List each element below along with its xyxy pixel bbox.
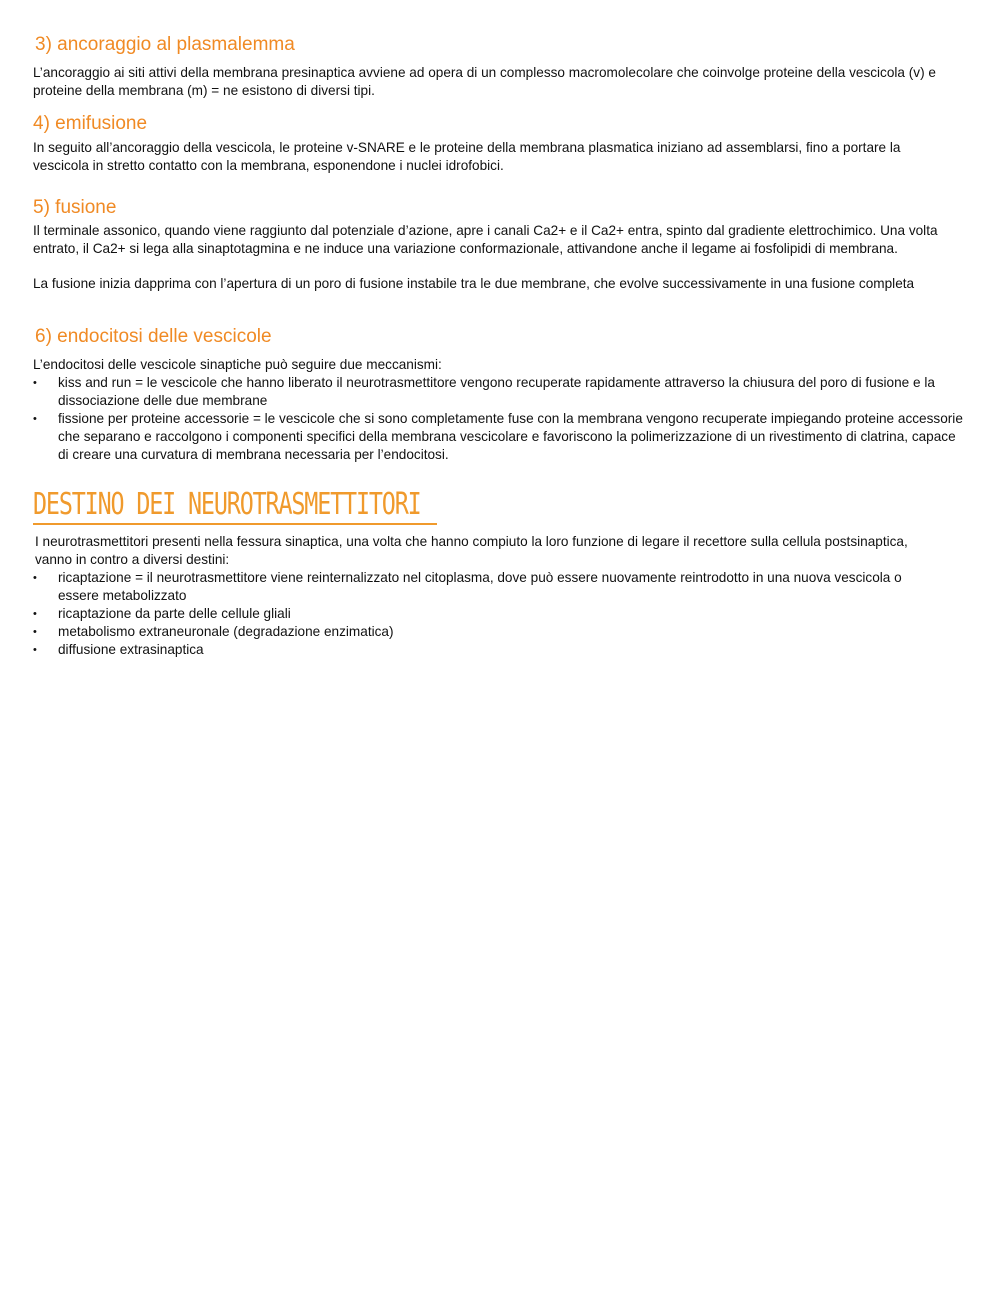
- bullet-icon: •: [33, 572, 37, 584]
- list-item: [33, 623, 933, 641]
- list-item: [33, 410, 968, 464]
- paragraph-endocitosi-intro: L’endocitosi delle vescicole sinaptiche può seguire due meccanismi:: [33, 357, 442, 372]
- paragraph-emifusione: In seguito all’ancoraggio della vescicola, le proteine v-SNARE e le proteine della membrana plasmatica iniziano ad assemblarsi, fino a portare la vescicola in stretto contatto con la membrana, esponendone i nuclei idrofobici.: [33, 140, 901, 173]
- destino-bullet-list: [33, 569, 933, 659]
- list-item-text: diffusione extrasinaptica: [58, 642, 204, 657]
- bullet-icon: •: [33, 626, 37, 638]
- page-title-destino: DESTINO DEI NEUROTRASMETTITORI: [33, 487, 421, 522]
- list-item: [33, 374, 968, 410]
- section-heading-endocitosi: 6) endocitosi delle vescicole: [35, 326, 272, 347]
- paragraph-fusione-1: Il terminale assonico, quando viene raggiunto dal potenziale d’azione, apre i canali Ca2+ e il Ca2+ entra, spinto dal gradiente elettrochimico. Una volta entrato, il Ca2+ si lega alla sinaptotagmina e ne induce una variazione conformazionale, attivandone anche il legame ai fosfolipidi di membrana.: [33, 223, 938, 256]
- list-item: [33, 569, 933, 605]
- bullet-icon: •: [33, 608, 37, 620]
- section-heading-fusione: 5) fusione: [33, 197, 117, 218]
- list-item-text: ricaptazione da parte delle cellule gliali: [58, 606, 291, 621]
- bullet-icon: •: [33, 377, 37, 389]
- paragraph-destino-intro: I neurotrasmettitori presenti nella fessura sinaptica, una volta che hanno compiuto la loro funzione di legare il recettore sulla cellula postsinaptica, vanno in contro a diversi destini:: [35, 534, 908, 567]
- section-heading-emifusione: 4) emifusione: [33, 113, 148, 134]
- list-item-text: kiss and run = le vescicole che hanno liberato il neurotrasmettitore vengono recuperate rapidamente attraverso la chiusura del poro di fusione e la dissociazione delle due membrane: [58, 375, 935, 408]
- paragraph-ancoraggio: L’ancoraggio ai siti attivi della membrana presinaptica avviene ad opera di un complesso macromolecolare che coinvolge proteine della vescicola (v) e proteine della membrana (m) = ne esistono di diversi tipi.: [33, 65, 936, 98]
- list-item-text: metabolismo extraneuronale (degradazione enzimatica): [58, 624, 394, 639]
- list-item-text: fissione per proteine accessorie = le vescicole che si sono completamente fuse con la membrana vengono recuperate impiegando proteine accessorie che separano e raccolgono i componenti specifici della membrana vescicolare e favoriscono la polimerizzazione di un rivestimento di clatrina, capace di creare una curvatura di membrana necessaria per l’endocitosi.: [58, 411, 963, 462]
- list-item: [33, 641, 933, 659]
- list-item-text: ricaptazione = il neurotrasmettitore viene reinternalizzato nel citoplasma, dove può essere nuovamente reintrodotto in una nuova vescicola o essere metabolizzato: [58, 570, 902, 603]
- list-item: [33, 605, 933, 623]
- paragraph-fusione-2: La fusione inizia dapprima con l’apertura di un poro di fusione instabile tra le due membrane, che evolve successivamente in una fusione completa: [33, 276, 915, 291]
- title-underline: [33, 523, 437, 525]
- section-heading-ancoraggio: 3) ancoraggio al plasmalemma: [35, 34, 295, 55]
- endocitosi-bullet-list: [33, 374, 968, 464]
- bullet-icon: •: [33, 644, 37, 656]
- bullet-icon: •: [33, 413, 37, 425]
